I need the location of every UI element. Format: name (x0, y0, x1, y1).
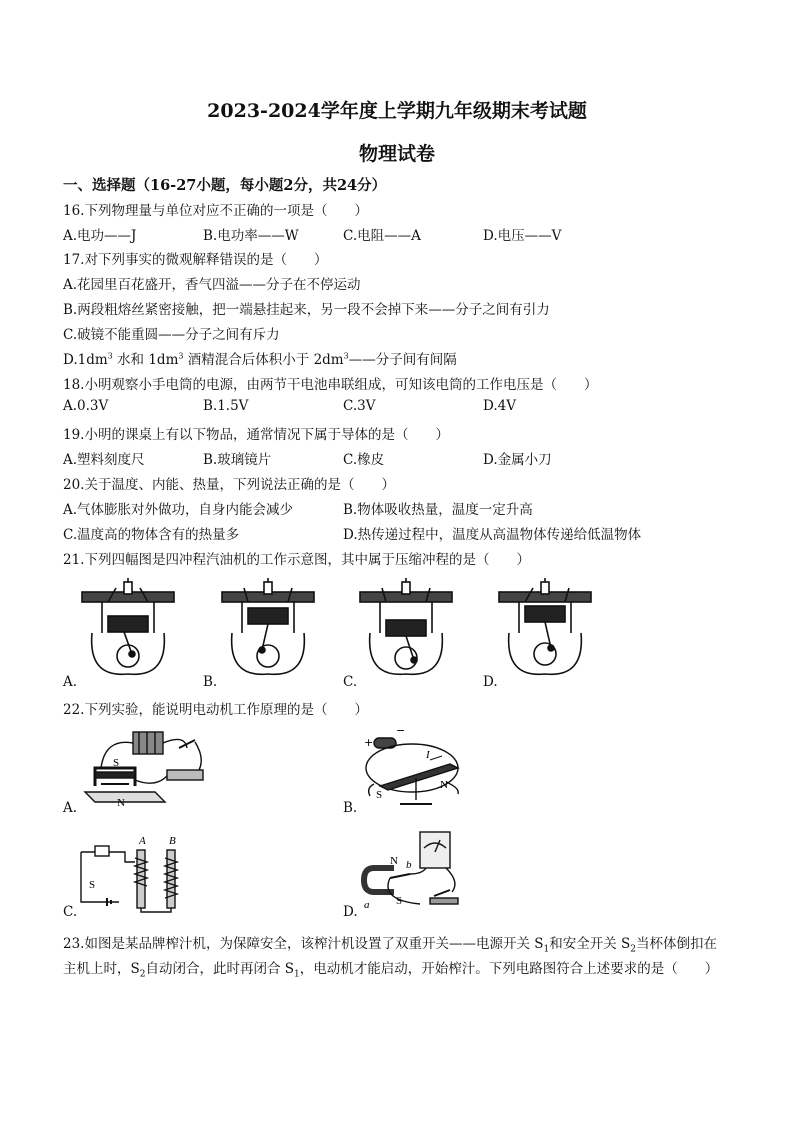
fig-a-label-n: N (117, 797, 125, 808)
q18-option-a: A.0.3V (63, 398, 109, 414)
page-subtitle: 物理试卷 (358, 143, 435, 165)
q18-option-b: B.1.5V (203, 398, 249, 414)
q22-label-c: C. (63, 904, 78, 920)
page-title: 2023-2024学年度上学期九年级期末考试题 (207, 100, 587, 122)
engine-figure-b (218, 578, 318, 678)
q16-option-c: C.电阻——A (343, 228, 421, 244)
engine-figure-d (495, 578, 595, 678)
q17-option-a: A.花园里百花盛开，香气四溢——分子在不停运动 (63, 277, 361, 293)
question-23-line-2: 主机上时，$S_2$自动闭合，此时再闭合 $S_1$，电动机才能启动，开始榨汁。下列电路图符合上述要求的是（ ） (63, 961, 719, 980)
q18-option-c: C.3V (343, 398, 376, 414)
experiment-figure-a (75, 728, 215, 808)
fig-c-label-s: S (89, 879, 96, 891)
section-heading: 一、选择题（16-27小题，每小题2分，共24分） (63, 177, 387, 194)
experiment-figure-d (360, 828, 480, 914)
q22-label-d: D. (343, 904, 358, 920)
experiment-figure-b (360, 724, 480, 810)
q21-label-c: C. (343, 674, 358, 690)
q16-option-a: A.电功——J (63, 228, 137, 244)
q21-label-d: D. (483, 674, 498, 690)
q20-option-a: A.气体膨胀对外做功，自身内能会减少 (63, 502, 294, 518)
question-17-stem: 17.对下列事实的微观解释错误的是（ ） (63, 252, 328, 268)
q18-option-d: D.4V (483, 398, 516, 414)
q19-option-d: D.金属小刀 (483, 452, 552, 468)
fig-b-label-n: N (440, 779, 448, 791)
q20-option-d: D.热传递过程中，温度从高温物体传递给低温物体 (343, 527, 642, 543)
q22-label-a: A. (63, 800, 78, 816)
fig-b-minus: − (396, 724, 406, 737)
fig-c-label-b: B (169, 835, 176, 847)
q19-option-c: C.橡皮 (343, 452, 385, 468)
q17-option-c: C.破镜不能重圆——分子之间有斥力 (63, 327, 280, 343)
q19-option-a: A.塑料刻度尺 (63, 452, 145, 468)
fig-d-label-a: a (364, 899, 370, 911)
question-16-stem: 16.下列物理量与单位对应不正确的一项是（ ） (63, 203, 368, 219)
fig-b-plus: + (364, 736, 374, 749)
fig-d-label-n: N (390, 855, 398, 867)
q16-option-d: D.电压——V (483, 228, 562, 244)
fig-a-label-s: S (113, 757, 120, 769)
q19-option-b: B.玻璃镜片 (203, 452, 272, 468)
engine-figure-c (356, 578, 456, 678)
question-21-stem: 21.下列四幅图是四冲程汽油机的工作示意图，其中属于压缩冲程的是（ ） (63, 552, 530, 568)
fig-b-current-label: I (426, 749, 430, 761)
engine-figure-a (78, 578, 178, 678)
experiment-figure-c (75, 832, 195, 914)
question-23-line-1: 23.如图是某品牌榨汁机，为保障安全，该榨汁机设置了双重开关——电源开关 $S_1$和安全开关 $S_2$当杯体倒扣在 (63, 936, 718, 955)
q17-option-d: $D.1dm^3$ 水和 $1dm^3$ 酒精混合后体积小于 $2dm^3——$分子间有间隔 (63, 351, 457, 368)
q20-option-b: B.物体吸收热量，温度一定升高 (343, 502, 533, 518)
q17-option-b: B.两段粗熔丝紧密接触，把一端悬挂起来，另一段不会掉下来——分子之间有引力 (63, 302, 550, 318)
q22-label-b: B. (343, 800, 358, 816)
question-19-stem: 19.小明的课桌上有以下物品，通常情况下属于导体的是（ ） (63, 427, 449, 443)
q20-option-c: C.温度高的物体含有的热量多 (63, 527, 240, 543)
q21-label-b: B. (203, 674, 218, 690)
question-18-stem: 18.小明观察小手电筒的电源，由两节干电池串联组成，可知该电筒的工作电压是（ ） (63, 377, 598, 393)
q21-label-a: A. (63, 674, 78, 690)
fig-c-label-a: A (139, 835, 146, 847)
question-20-stem: 20.关于温度、内能、热量，下列说法正确的是（ ） (63, 477, 395, 493)
fig-d-label-b: b (406, 859, 412, 871)
question-22-stem: 22.下列实验，能说明电动机工作原理的是（ ） (63, 702, 368, 718)
fig-d-label-s: S (396, 895, 403, 907)
q16-option-b: B.电功率——W (203, 228, 299, 244)
fig-b-label-s: S (376, 789, 383, 801)
